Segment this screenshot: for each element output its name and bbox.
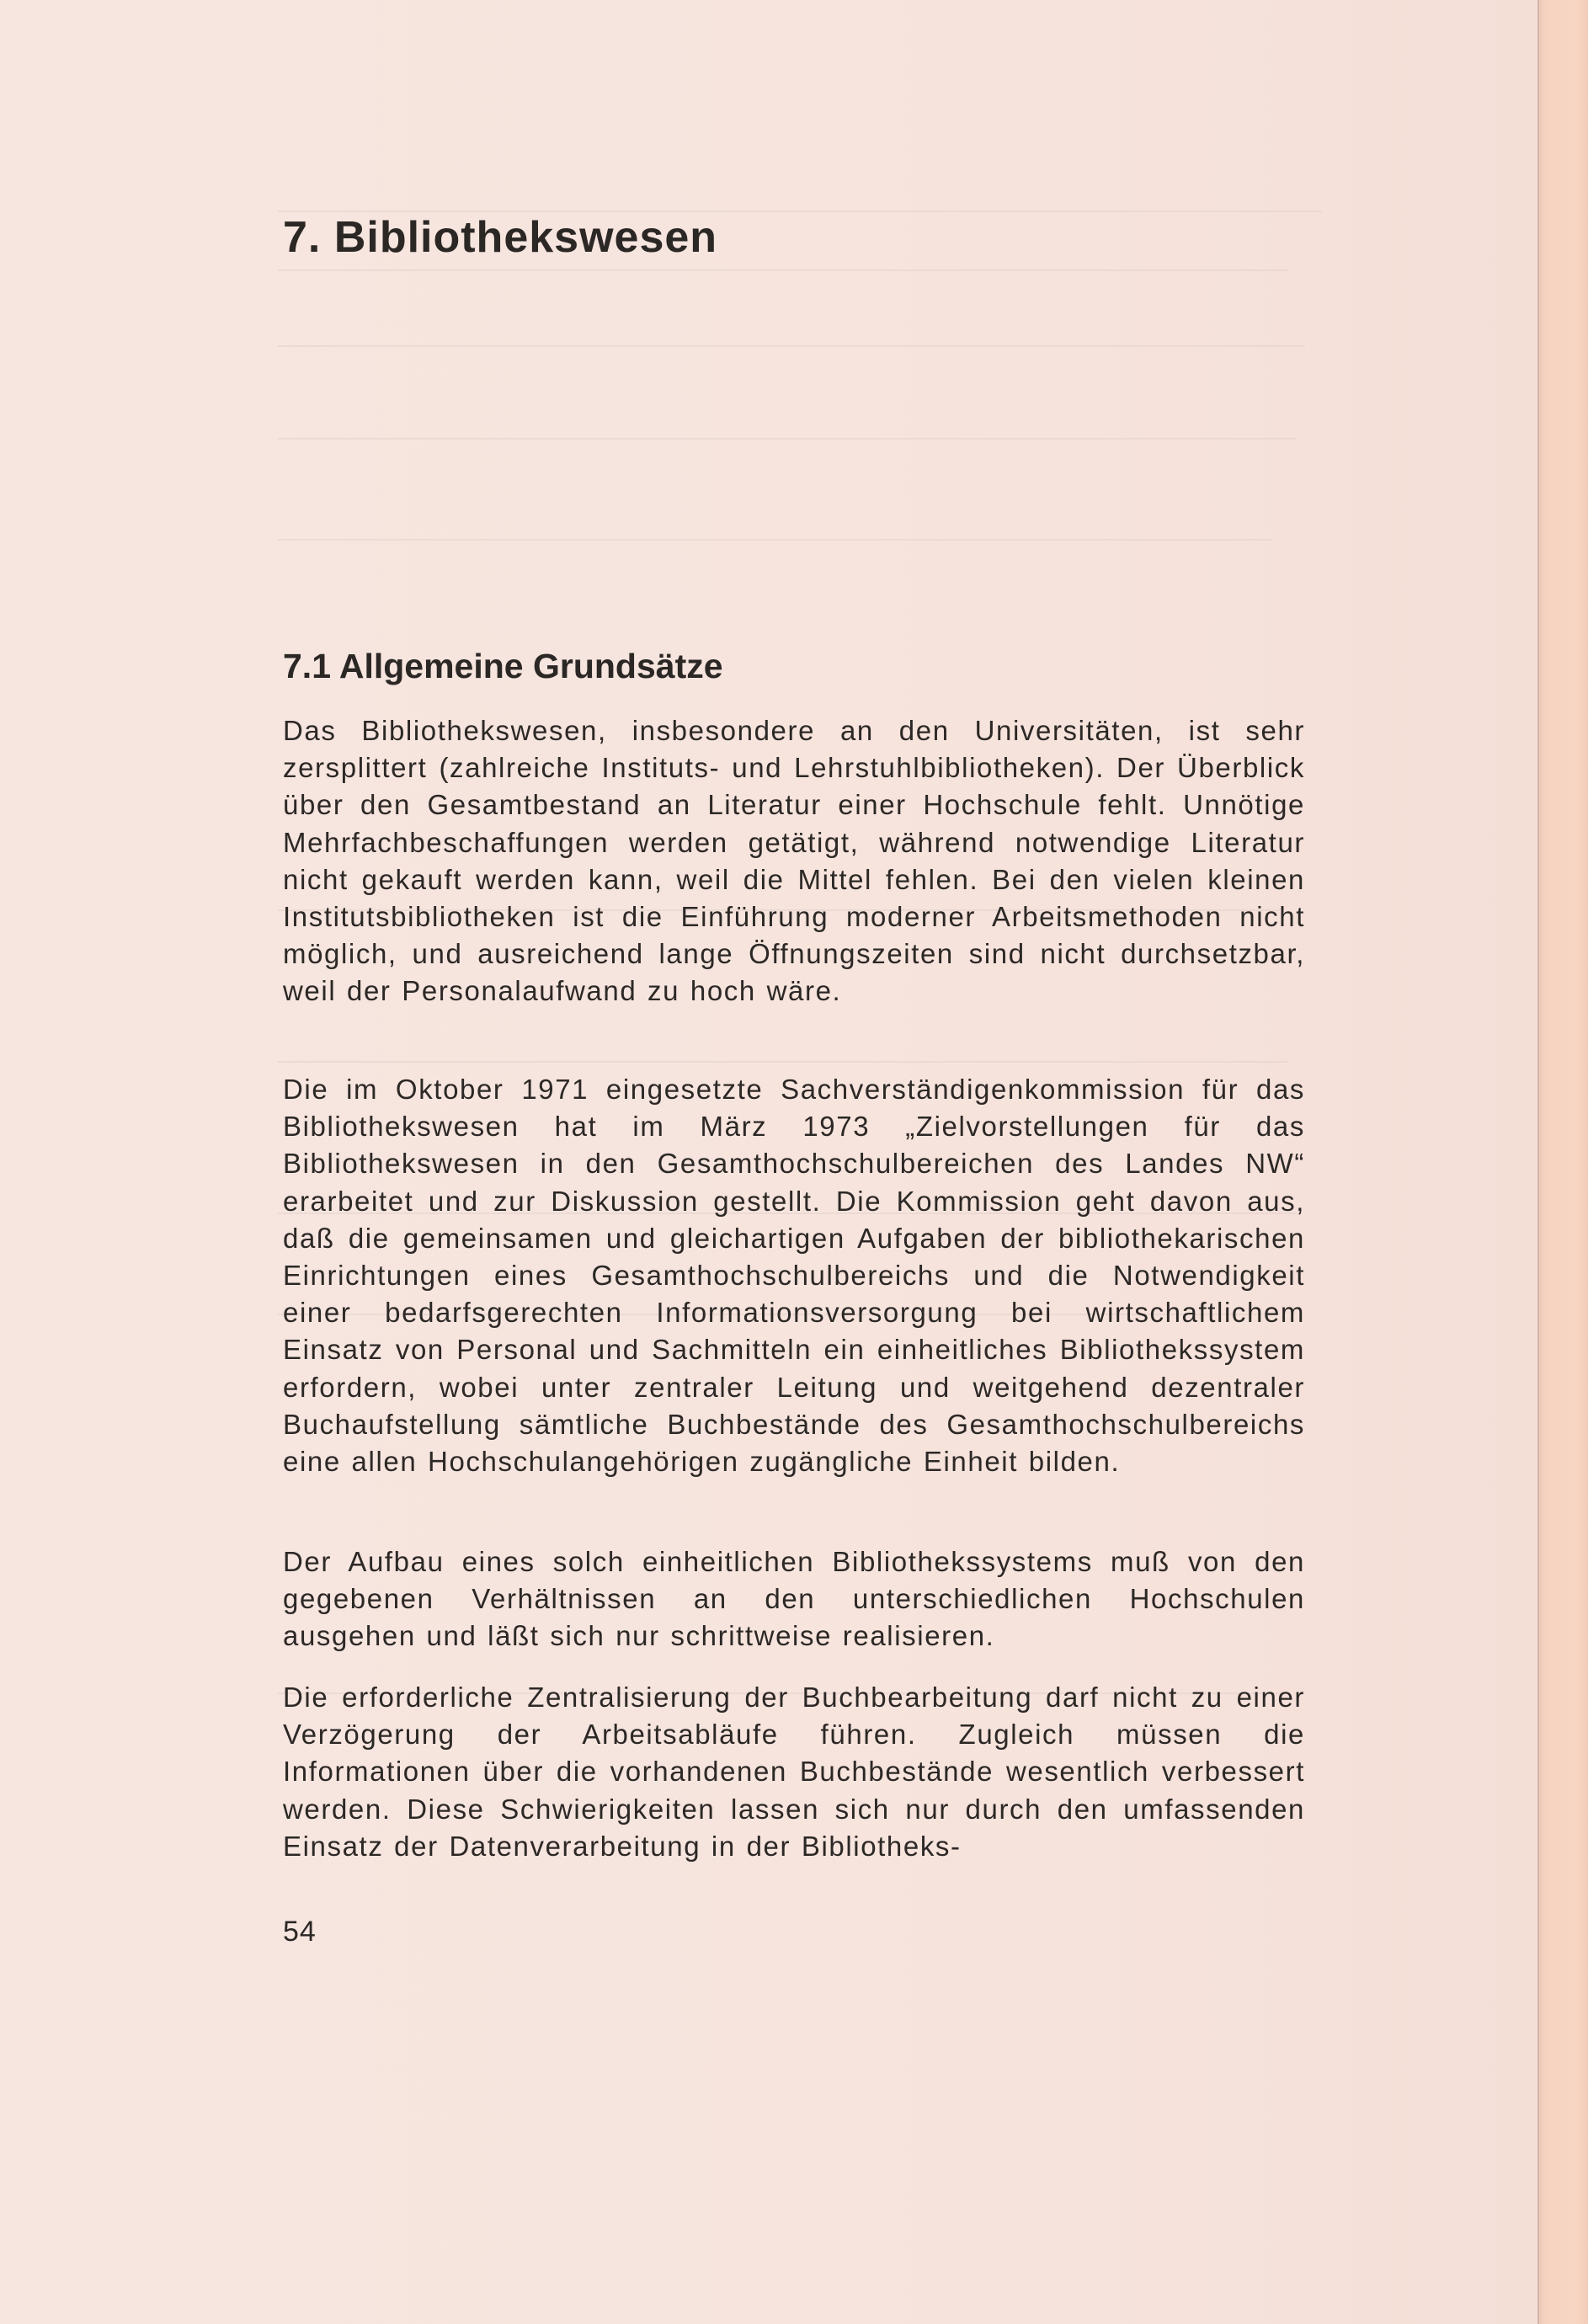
page-number: 54 [283, 1916, 317, 1948]
show-through-decoration [278, 438, 1297, 440]
paragraph: Das Bibliothekswesen, insbesondere an den Universitäten, ist sehr zersplittert (zahlreiche Instituts- und Lehrstuhlbibliotheken). Der Überblick über den Gesamtbestand an Literatur einer Hochschule fehlt. Unnötige Mehrfachbeschaffungen werden getätigt, während notwendige Literatur nicht gekauft werden kann, weil die Mittel fehlen. Bei den vielen kleinen Institutsbibliotheken ist die Einführung moderner Arbeitsmethoden nicht möglich, und ausreichend lange Öffnungszeiten sind nicht durchsetzbar, weil der Personalaufwand zu hoch wäre. [283, 715, 1305, 1007]
show-through-decoration [278, 1061, 1288, 1063]
page-edge [1537, 0, 1588, 2324]
paragraph: Die im Oktober 1971 eingesetzte Sachverständigenkommission für das Bibliothekswesen hat im März 1973 „Zielvorstellungen für das Bibliothekswesen in den Gesamthochschulbereichen des Landes NW“ erarbeitet und zur Diskussion gestellt. Die Kommission geht davon aus, daß die gemeinsamen und gleichartigen Aufgaben der bibliothekarischen Einrichtungen eines Gesamthochschulbereichs und die Notwendigkeit einer bedarfsgerechten Informationsversorgung bei wirtschaftlichem Einsatz von Personal und Sachmitteln ein einheitliches Bibliothekssystem erfordern, wobei unter zentraler Leitung und weitgehend dezentraler Buchaufstellung sämtliche Buchbestände des Gesamthochschulbereichs eine allen Hochschulangehörigen zugängliche Einheit bilden. [283, 1074, 1305, 1478]
section-title: 7.1 Allgemeine Grundsätze [283, 647, 723, 685]
paragraph: Die erforderliche Zentralisierung der Buchbearbeitung darf nicht zu einer Verzögerung der Arbeitsabläufe führen. Zugleich müssen die Informationen über die vorhandenen Buchbestände wesentlich verbessert werden. Diese Schwierigkeiten lassen sich nur durch den umfassenden Einsatz der Datenverarbeitung in der Bibliotheks- [283, 1682, 1305, 1862]
chapter-title: 7. Bibliothekswesen [283, 213, 718, 262]
show-through-decoration [278, 539, 1271, 541]
show-through-decoration [278, 269, 1288, 271]
paragraph: Der Aufbau eines solch einheitlichen Bibliothekssystems muß von den gegebenen Verhältnissen an den unterschiedlichen Hochschulen ausgehen und läßt sich nur schrittweise realisieren. [283, 1546, 1305, 1652]
show-through-decoration [278, 345, 1305, 347]
